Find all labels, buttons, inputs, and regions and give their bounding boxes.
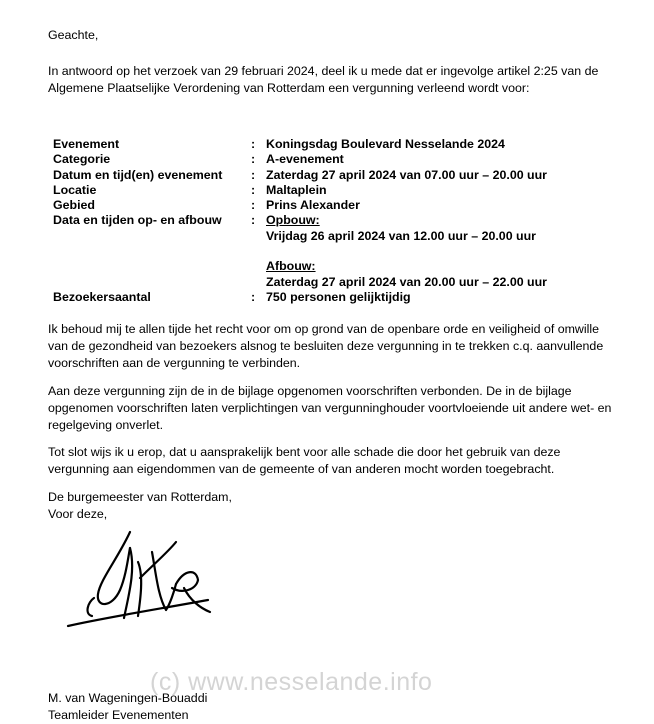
greeting: Geachte, bbox=[48, 28, 99, 42]
detail-colon: : bbox=[251, 137, 256, 151]
signer-block bbox=[48, 690, 207, 724]
paragraph-revocation: Ik behoud mij te allen tijde het recht voor om op grond van de openbare orde en veiligheid of omwille van de gezondheid van bezoekers alsnog te besluiten deze vergunning in te trekken c.q. aanvullende voorschriften aan de vergunning te verbinden. bbox=[48, 322, 604, 370]
detail-row-locatie bbox=[50, 183, 547, 198]
closing-line: Voor deze, bbox=[48, 507, 108, 521]
detail-value: Koningsdag Boulevard Nesselande 2024 bbox=[266, 137, 505, 151]
detail-label: Categorie bbox=[53, 152, 111, 167]
afbouw-heading: Afbouw: bbox=[266, 259, 316, 274]
intro-paragraph: In antwoord op het verzoek van 29 februari 2024, deel ik u mede dat er ingevolge artikel 2:25 van de Algemene Plaatselijke Verordening van Rotterdam een vergunning verleend wordt voor: bbox=[48, 64, 599, 95]
detail-label: Locatie bbox=[53, 182, 97, 197]
opbouw-value: Vrijdag 26 april 2024 van 12.00 uur – 20.00 uur bbox=[266, 228, 536, 243]
detail-value: A-evenement bbox=[266, 152, 344, 167]
detail-row-op-afbouw bbox=[50, 213, 547, 289]
detail-colon: : bbox=[251, 152, 256, 167]
detail-value bbox=[266, 213, 547, 289]
detail-label: Gebied bbox=[53, 198, 95, 213]
opbouw-heading: Opbouw: bbox=[266, 213, 320, 228]
detail-row-bezoekers bbox=[50, 290, 547, 305]
handwritten-signature bbox=[58, 518, 218, 638]
detail-label: Bezoekersaantal bbox=[53, 289, 151, 304]
detail-value: Zaterdag 27 april 2024 van 07.00 uur – 20.00 uur bbox=[266, 167, 547, 182]
signer-title: Teamleider Evenementen bbox=[48, 708, 189, 722]
detail-row-categorie bbox=[50, 152, 547, 167]
detail-label: Datum en tijd(en) evenement bbox=[53, 167, 223, 182]
detail-colon: : bbox=[251, 213, 256, 228]
afbouw-value: Zaterdag 27 april 2024 van 20.00 uur – 22.00 uur bbox=[266, 274, 547, 289]
detail-colon: : bbox=[251, 289, 256, 304]
spacer bbox=[266, 244, 547, 259]
detail-label: Data en tijden op- en afbouw bbox=[53, 213, 222, 228]
paragraph-regulations: Aan deze vergunning zijn de in de bijlage opgenomen voorschriften verbonden. De in de bijlage opgenomen voorschriften laten verplichtingen van vergunninghouder voortvloeiende uit andere wet- en regelgeving onverlet. bbox=[48, 384, 612, 432]
detail-row-datum bbox=[50, 168, 547, 183]
detail-value: 750 personen gelijktijdig bbox=[266, 289, 411, 304]
detail-colon: : bbox=[251, 198, 256, 213]
detail-value: Prins Alexander bbox=[266, 198, 360, 213]
detail-colon: : bbox=[251, 167, 256, 182]
detail-row-gebied bbox=[50, 198, 547, 213]
signer-name: M. van Wageningen-Bouaddi bbox=[48, 691, 208, 705]
watermark: (c) www.nesselande.info bbox=[150, 668, 433, 696]
closing-line: De burgemeester van Rotterdam, bbox=[48, 490, 232, 504]
event-details-table bbox=[50, 137, 547, 305]
detail-value: Maltaplein bbox=[266, 182, 327, 197]
detail-row-evenement bbox=[50, 137, 547, 152]
paragraph-liability: Tot slot wijs ik u erop, dat u aansprakelijk bent voor alle schade die door het gebruik van deze vergunning aan eigendommen van de gemeente of van anderen mocht worden toegebracht. bbox=[48, 445, 561, 476]
detail-label: Evenement bbox=[53, 137, 120, 151]
detail-colon: : bbox=[251, 182, 256, 197]
